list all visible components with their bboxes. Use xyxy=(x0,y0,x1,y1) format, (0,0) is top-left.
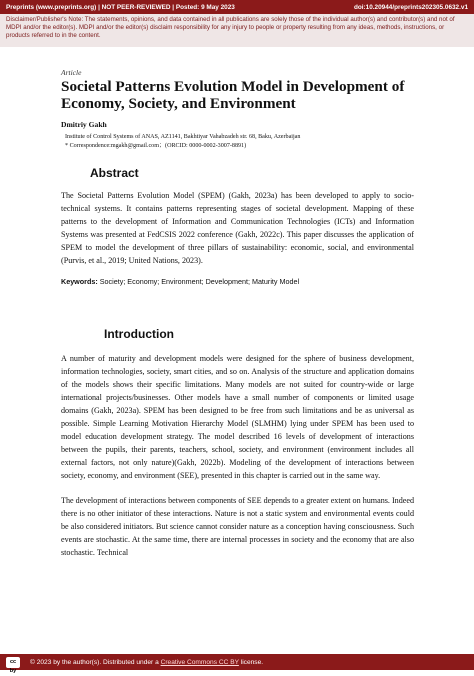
cc-license-link[interactable]: Creative Commons CC BY xyxy=(160,658,239,666)
introduction-paragraph-1 xyxy=(61,352,414,482)
license-suffix: license. xyxy=(240,658,264,666)
author-affiliation: Institute of Control Systems of ANAS, AZ1141, Bakhtiyar Vahabzadeh str. 68, Baku, Azerbaijan xyxy=(65,134,301,141)
keywords-label: Keywords: xyxy=(61,276,98,286)
article-body xyxy=(61,68,414,559)
article-title: Societal Patterns Evolution Model in Development of Economy, Society, and Environment xyxy=(61,78,405,113)
abstract-paragraph: The Societal Patterns Evolution Model (SPEM) (Gakh, 2023a) has been developed to apply to socio-technical systems. It contains patterns representing stages of societal development. Mapping of these patterns to the development of Information and Communication Technologies (ICTs) and Information Systems was presented at FedCSIS 2022 conference (Gakh, 2022c). This paper discusses the application of SPEM to model the development of three pillars of sustainability: economic, social, and environmental (Purvis, et al., 2019; United Nations, 2023). xyxy=(61,190,414,265)
introduction-heading: Introduction xyxy=(104,326,174,341)
copyright-text: © 2023 by the author(s). Distributed under a xyxy=(30,658,159,666)
keywords-list: Society; Economy; Environment; Development; Maturity Model xyxy=(97,276,300,286)
keywords xyxy=(61,277,414,286)
footer-text xyxy=(30,659,263,666)
preprint-header-bar xyxy=(0,0,474,14)
intro-p1: A number of maturity and development models were designed for the sphere of business development, information technologies, society, smart cities, and so on. Analysis of the structure and application domains of the models shows their specific limitations. Many models are not suited for country-wide or large international projects/businesses. Other models have a small number of components or limited usage domains (Gakh, 2023a). SPEM has been designed to be free from such limitations and be as universal as possible. Simple Learning Motivation Hierarchy Model (SLMHM) lying under SPEM has been used to model education development strategy. The model described 16 levels of development of interactions between the pupils, their parents, teachers, school, society, and environment (environment includes all external factors, not only nature)(Gakh, 2022b). Modeling of the development of interactions between society, economy, and environment (SEE), presented in this chapter is carried out in the same way. xyxy=(61,353,414,480)
preprint-status: Preprints (www.preprints.org) | NOT PEER-REVIEWED | Posted: 9 May 2023 xyxy=(6,3,235,11)
cc-by-icon: cc by xyxy=(6,657,20,668)
introduction-paragraph-2 xyxy=(61,494,414,559)
author-name: Dmitriy Gakh xyxy=(61,120,107,130)
abstract-text xyxy=(61,189,414,267)
intro-p2: The development of interactions between components of SEE depends to a greater extent on humans. Indeed there is no other initiator of these interactions. Nature is not a static system and environmental events could be also considered initiators. But science cannot consider nature as a conception having consciousness. Such events are stochastic. At the same time, there are internal processes in society and the economy that are also stochastic. Technical xyxy=(61,495,414,557)
doi-link[interactable]: doi:10.20944/preprints202305.0632.v1 xyxy=(353,3,468,11)
abstract-heading: Abstract xyxy=(90,165,139,180)
disclaimer: Disclaimer/Publisher's Note: The statements, opinions, and data contained in all publications are solely those of the individual author(s) and contributor(s) and not of MDPI and/or the editor(s). MDPI and/or the editor(s) disclaim responsibility for any injury to people or property resulting from any ideas, methods, instructions, or products referred to in the content. xyxy=(0,14,474,47)
correspondence: * Correspondence:mgakh@gmail.com；(ORCID: 0000-0002-3007-8891) xyxy=(65,142,247,149)
article-type-label: Article xyxy=(61,68,82,77)
license-footer xyxy=(0,654,474,674)
